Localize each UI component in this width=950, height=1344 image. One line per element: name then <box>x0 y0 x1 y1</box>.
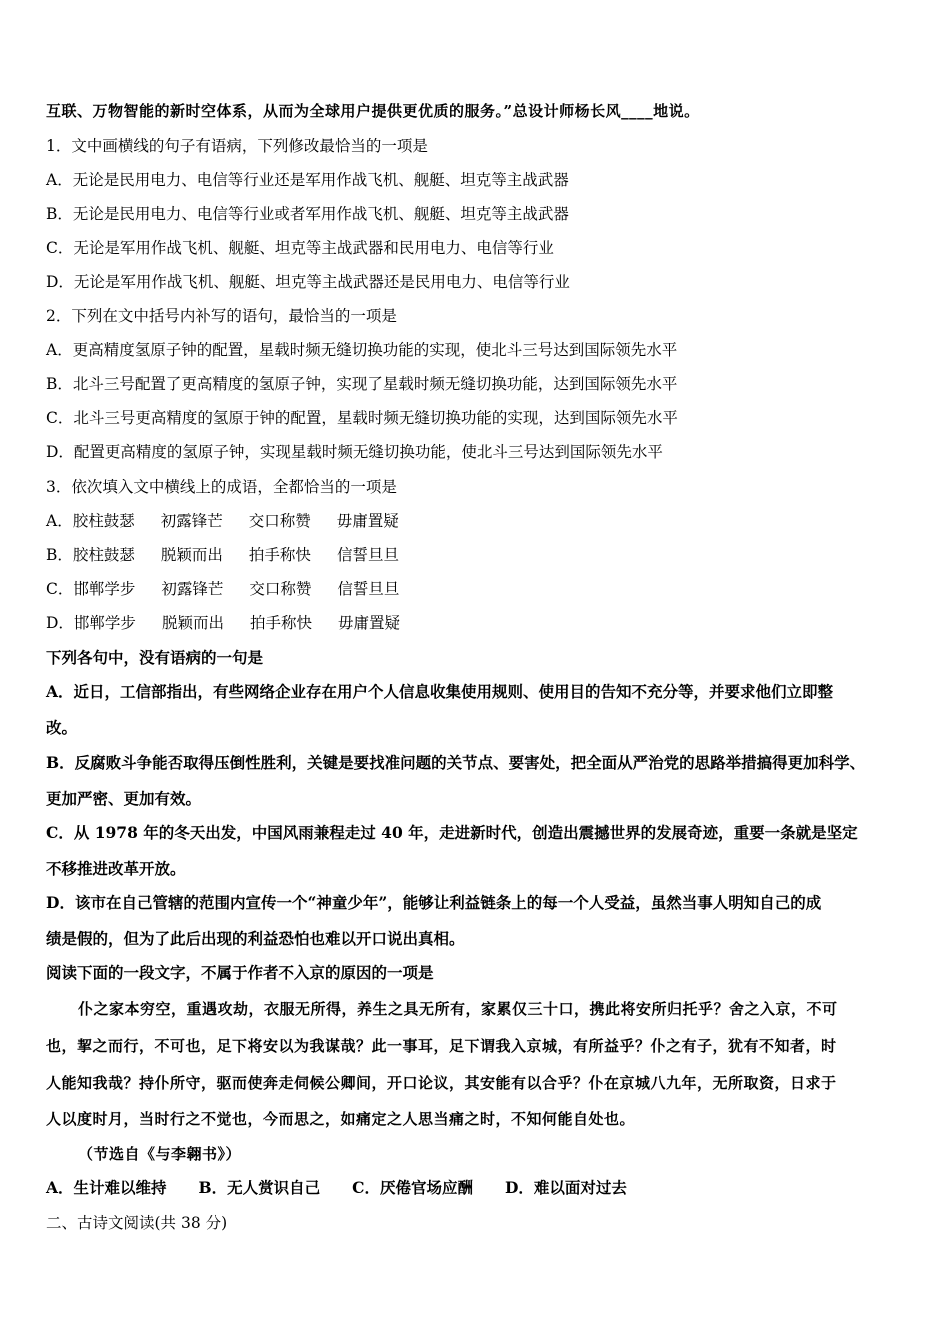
q3-c-idiom-3: 交口称赞 <box>249 580 312 598</box>
q4-option-c-line2: 不移推进改革开放。 <box>46 859 186 878</box>
q5-option-b: B．无人赏识自己 <box>198 1178 321 1197</box>
q3-a-idiom-1: A．胶柱鼓瑟 <box>46 512 135 530</box>
q1-option-a: A．无论是民用电力、电信等行业还是军用作战飞机、舰艇、坦克等主战武器 <box>46 171 569 189</box>
q3-stem: 3．依次填入文中横线上的成语，全都恰当的一项是 <box>46 478 397 496</box>
q3-d-idiom-3: 拍手称快 <box>249 614 312 632</box>
q5-option-a: A．生计难以维持 <box>46 1178 167 1197</box>
q3-b-idiom-4: 信誓旦旦 <box>336 546 399 564</box>
q5-option-c: C．厌倦官场应酬 <box>352 1178 473 1197</box>
q3-a-idiom-4: 毋庸置疑 <box>336 512 399 530</box>
q3-a-idiom-2: 初露锋芒 <box>160 512 223 530</box>
q3-b-idiom-3: 拍手称快 <box>248 546 311 564</box>
q3-option-b <box>46 545 399 565</box>
q2-option-a: A．更高精度氢原子钟的配置，星载时频无缝切换功能的实现，使北斗三号达到国际领先水平 <box>46 341 678 359</box>
q3-b-idiom-1: B．胶柱鼓瑟 <box>46 546 135 564</box>
q3-option-c <box>46 579 399 599</box>
q1-option-b: B．无论是民用电力、电信等行业或者军用作战飞机、舰艇、坦克等主战武器 <box>46 205 569 223</box>
q4-option-b-line1: B．反腐败斗争能否取得压倒性胜利，关键是要找准问题的关节点、要害处，把全面从严治党的思路举措搞得更加科学、 <box>46 753 866 772</box>
q3-d-idiom-1: D．邯郸学步 <box>46 614 136 632</box>
q2-stem: 2．下列在文中括号内补写的语句，最恰当的一项是 <box>46 307 397 325</box>
q4-stem: 下列各句中，没有语病的一句是 <box>46 648 264 667</box>
q2-option-c: C．北斗三号更高精度的氢原于钟的配置，星载时频无缝切换功能的实现，达到国际领先水平 <box>46 409 678 427</box>
q4-option-a-line1: A．近日，工信部指出，有些网络企业存在用户个人信息收集使用规则、使用目的告知不充分等，并要求他们立即整 <box>46 682 834 701</box>
q5-options <box>46 1178 627 1198</box>
q3-a-idiom-3: 交口称赞 <box>248 512 311 530</box>
q1-option-d: D．无论是军用作战飞机、舰艇、坦克等主战武器还是民用电力、电信等行业 <box>46 273 570 291</box>
q3-option-d <box>46 613 400 633</box>
q3-b-idiom-2: 脱颖而出 <box>160 546 223 564</box>
q3-c-idiom-4: 信誓旦旦 <box>337 580 400 598</box>
q3-c-idiom-1: C．邯郸学步 <box>46 580 136 598</box>
q3-d-idiom-2: 脱颖而出 <box>161 614 224 632</box>
q2-option-d: D．配置更高精度的氢原子钟，实现星载时频无缝切换功能，使北斗三号达到国际领先水平 <box>46 443 663 461</box>
q1-option-c: C．无论是军用作战飞机、舰艇、坦克等主战武器和民用电力、电信等行业 <box>46 239 554 257</box>
q5-passage-line1: 仆之家本穷空，重遇攻劫，衣服无所得，养生之具无所有，家累仅三十口，携此将安所归托乎？舍之入京，不可 <box>78 1000 838 1018</box>
q3-option-a <box>46 511 399 531</box>
q4-option-d-line1: D．该市在自己管辖的范围内宣传一个“神童少年”，能够让利益链条上的每一个人受益，虽然当事人明知自己的成 <box>46 893 822 912</box>
q5-passage-line3: 人能知我哉？持仆所守，驱而使奔走伺候公卿间，开口论议，其安能有以合乎？仆在京城八九年，无所取资，日求于 <box>46 1074 837 1092</box>
q1-stem: 1．文中画横线的句子有语病，下列修改最恰当的一项是 <box>46 137 428 155</box>
q4-option-c-line1: C．从 1978 年的冬天出发，中国风雨兼程走过 40 年，走进新时代，创造出震撼世界的发展奇迹，重要一条就是坚定 <box>46 823 858 842</box>
q5-source: （节选自《与李翱书》） <box>78 1145 242 1163</box>
q5-passage-line2: 也，挈之而行，不可也，足下将安以为我谋哉？此一事耳，足下谓我入京城，有所益乎？仆之有子，犹有不知者，时 <box>46 1037 837 1055</box>
q4-option-d-line2: 绩是假的，但为了此后出现的利益恐怕也难以开口说出真相。 <box>46 929 465 948</box>
q4-option-b-line2: 更加严密、更加有效。 <box>46 789 202 808</box>
q5-stem: 阅读下面的一段文字，不属于作者不入京的原因的一项是 <box>46 963 434 982</box>
q3-c-idiom-2: 初露锋芒 <box>161 580 224 598</box>
section-2-heading: 二、古诗文阅读(共 38 分) <box>46 1214 228 1232</box>
q3-d-idiom-4: 毋庸置疑 <box>337 614 400 632</box>
q4-option-a-line2: 改。 <box>46 718 78 737</box>
q2-option-b: B．北斗三号配置了更高精度的氢原子钟，实现了星载时频无缝切换功能，达到国际领先水平 <box>46 375 678 393</box>
q5-option-d: D．难以面对过去 <box>504 1178 627 1197</box>
q5-passage-line4: 人以度时月，当时行之不觉也，今而思之，如痛定之人思当痛之时，不知何能自处也。 <box>46 1110 636 1128</box>
intro-tail: 互联、万物智能的新时空体系，从而为全球用户提供更优质的服务。”总设计师杨长风____地说。 <box>46 102 700 120</box>
